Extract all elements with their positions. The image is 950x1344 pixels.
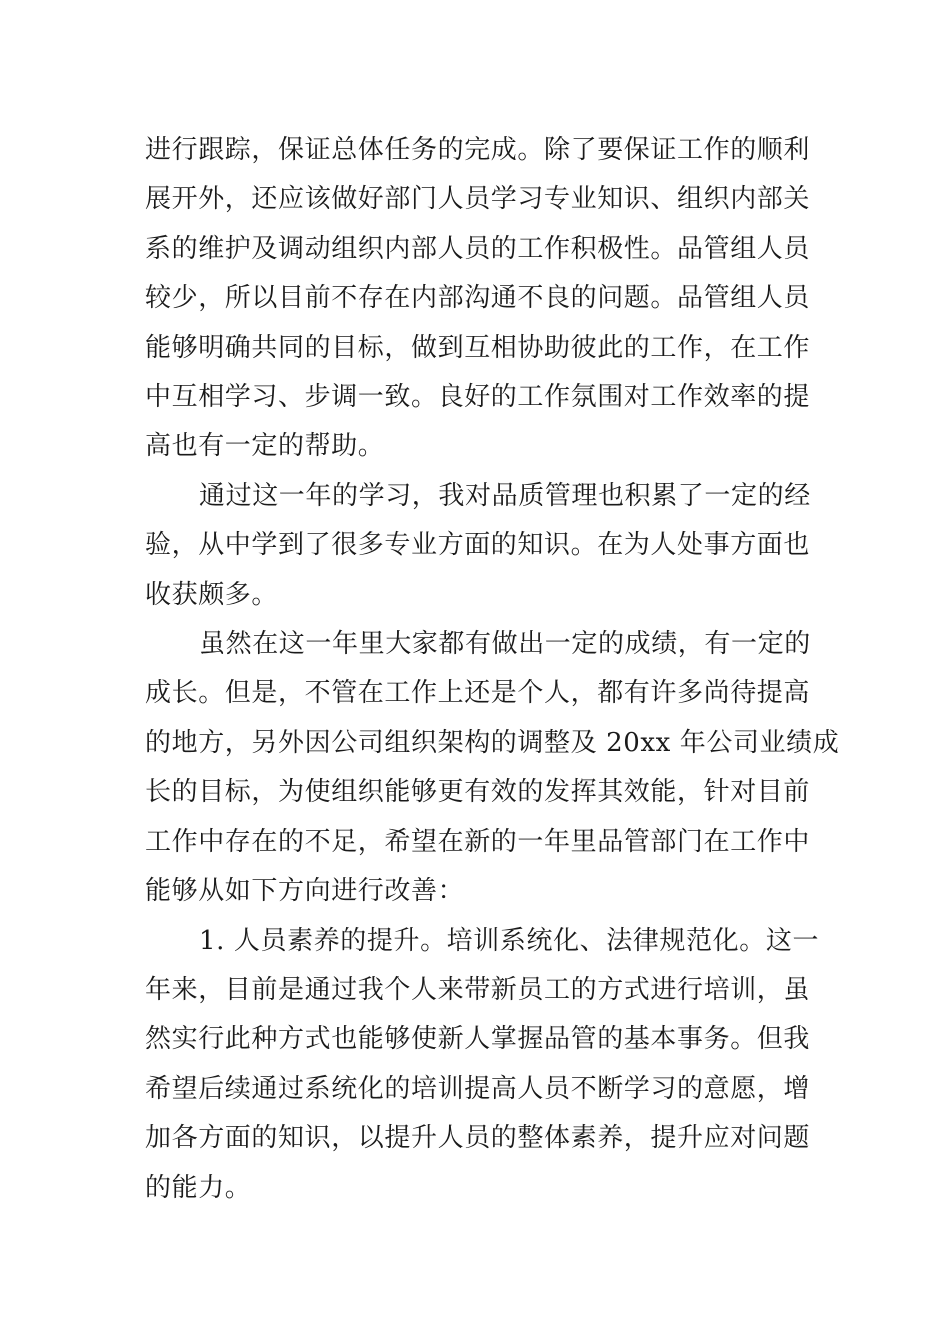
paragraph-2 (145, 472, 811, 620)
text-line: 收获颇多。 (145, 579, 279, 610)
text-line: 系的维护及调动组织内部人员的工作积极性。品管组人员 (145, 233, 811, 264)
document-body (145, 126, 840, 1213)
text-line: 能够明确共同的目标，做到互相协助彼此的工作，在工作 (145, 332, 811, 363)
text-line: 虽然在这一年里大家都有做出一定的成绩，有一定的 (199, 629, 811, 660)
text-line: 年来，目前是通过我个人来带新员工的方式进行培训，虽 (145, 974, 811, 1005)
text-line: 高也有一定的帮助。 (145, 431, 385, 462)
text-line: 1. 人员素养的提升。培训系统化、法律规范化。这一 (199, 925, 820, 956)
paragraph-1 (145, 126, 811, 472)
text-line: 的地方，另外因公司组织架构的调整及 20xx 年公司业绩成 (145, 727, 840, 758)
paragraph-3 (145, 620, 840, 916)
text-line: 展开外，还应该做好部门人员学习专业知识、组织内部关 (145, 184, 811, 215)
text-line: 通过这一年的学习，我对品质管理也积累了一定的经 (199, 480, 811, 511)
text-line: 工作中存在的不足，希望在新的一年里品管部门在工作中 (145, 826, 811, 857)
text-line: 进行跟踪，保证总体任务的完成。除了要保证工作的顺利 (145, 135, 811, 165)
text-line: 中互相学习、步调一致。良好的工作氛围对工作效率的提 (145, 382, 811, 413)
text-line: 成长。但是，不管在工作上还是个人，都有许多尚待提高 (145, 678, 811, 709)
text-line: 验，从中学到了很多专业方面的知识。在为人处事方面也 (145, 530, 811, 561)
text-line: 的能力。 (145, 1172, 252, 1203)
text-line: 加各方面的知识，以提升人员的整体素养，提升应对问题 (145, 1123, 811, 1154)
text-line: 较少，所以目前不存在内部沟通不良的问题。品管组人员 (145, 283, 811, 314)
paragraph-4 (145, 917, 820, 1213)
text-line: 希望后续通过系统化的培训提高人员不断学习的意愿，增 (145, 1073, 811, 1104)
text-line: 然实行此种方式也能够使新人掌握品管的基本事务。但我 (145, 1024, 811, 1055)
text-line: 能够从如下方向进行改善： (145, 876, 465, 907)
text-line: 长的目标，为使组织能够更有效的发挥其效能，针对目前 (145, 777, 811, 808)
